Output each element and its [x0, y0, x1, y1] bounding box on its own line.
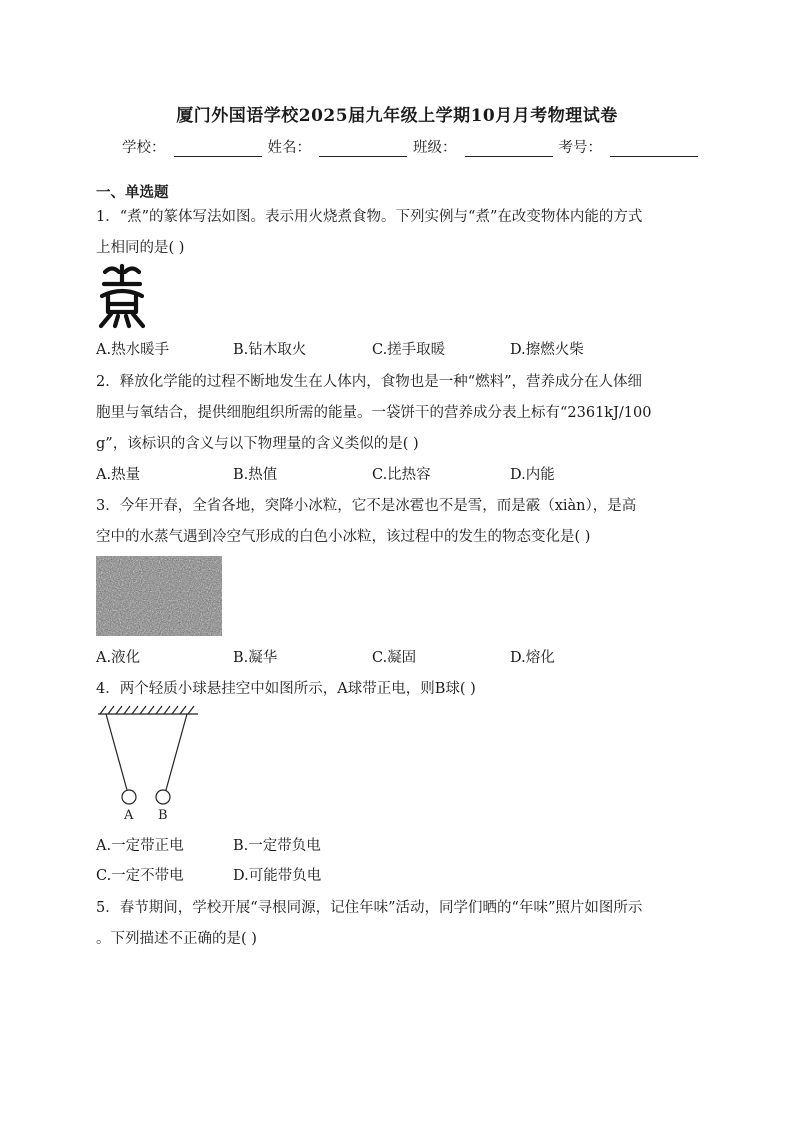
q1-option-b[interactable]: B.钻木取火	[233, 342, 307, 358]
seal-script-zhu-glyph-image	[96, 262, 148, 330]
q3-option-d[interactable]: D.熔化	[510, 650, 555, 666]
q3-text-line1: 3．今年开春，全省各地，突降小冰粒，它不是冰雹也不是雪，而是霰（xiàn），是高	[96, 498, 637, 514]
class-label: 班级：	[413, 140, 457, 156]
school-blank[interactable]	[174, 140, 262, 157]
q5-text-line2: 。下列描述不正确的是( )	[96, 931, 257, 947]
page-title: 厦门外国语学校2025届九年级上学期10月月考物理试卷	[176, 106, 618, 126]
q1-option-a[interactable]: A.热水暖手	[96, 342, 170, 358]
number-label: 考号：	[558, 140, 602, 156]
name-blank[interactable]	[319, 140, 407, 157]
q2-option-a[interactable]: A.热量	[96, 467, 141, 483]
q2-option-d[interactable]: D.内能	[510, 467, 555, 483]
hanging-balls-diagram	[96, 703, 202, 823]
school-label: 学校：	[122, 140, 166, 156]
ball-a	[122, 790, 136, 804]
q4-option-a[interactable]: A.一定带正电	[96, 838, 184, 854]
number-blank[interactable]	[610, 140, 698, 157]
section-heading: 一、单选题	[96, 184, 169, 201]
ball-b	[156, 790, 170, 804]
q4-option-c[interactable]: C.一定不带电	[96, 868, 184, 884]
q2-text-line3: g”，该标识的含义与以下物理量的含义类似的是( )	[96, 436, 419, 452]
q3-text-line2: 空中的水蒸气遇到冷空气形成的白色小冰粒，该过程中的发生的物态变化是( )	[96, 529, 591, 545]
name-label: 姓名：	[267, 140, 311, 156]
q1-option-d[interactable]: D.擦燃火柴	[510, 342, 584, 358]
q1-text-line1: 1．“煮”的篆体写法如图。表示用火烧煮食物。下列实例与“煮”在改变物体内能的方式	[96, 209, 643, 225]
q2-text-line2: 胞里与氧结合，提供细胞组织所需的能量。一袋饼干的营养成分表上标有“2361kJ/100	[96, 405, 652, 421]
class-blank[interactable]	[465, 140, 553, 157]
q1-text-line2: 上相同的是( )	[96, 240, 185, 256]
q2-text-line1: 2．释放化学能的过程不断地发生在人体内，食物也是一种“燃料”，营养成分在人体细	[96, 374, 643, 390]
q4-option-b[interactable]: B.一定带负电	[233, 838, 321, 854]
q3-option-a[interactable]: A.液化	[96, 650, 141, 666]
q1-option-c[interactable]: C.搓手取暖	[372, 342, 446, 358]
q2-option-b[interactable]: B.热值	[233, 467, 278, 483]
q2-option-c[interactable]: C.比热容	[372, 467, 431, 483]
q4-option-d[interactable]: D.可能带负电	[233, 868, 322, 884]
graupel-photo	[96, 556, 222, 636]
q3-option-c[interactable]: C.凝固	[372, 650, 417, 666]
q4-text-line1: 4．两个轻质小球悬挂空中如图所示，A球带正电，则B球( )	[96, 681, 476, 697]
q5-text-line1: 5．春节期间，学校开展“寻根同源，记住年味”活动，同学们晒的“年味”照片如图所示	[96, 900, 643, 916]
ball-b-label: B	[158, 808, 168, 823]
q3-option-b[interactable]: B.凝华	[233, 650, 278, 666]
ball-a-label: A	[124, 808, 134, 823]
student-info-row	[122, 136, 698, 157]
